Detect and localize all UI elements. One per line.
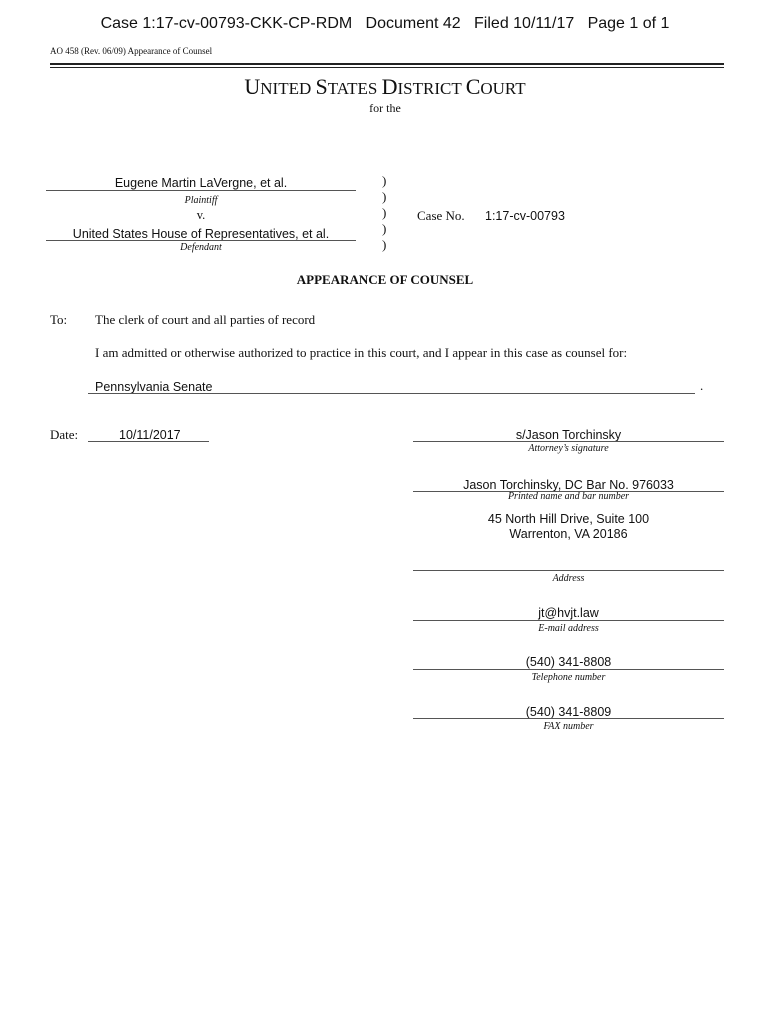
- case-number-label: Case No.: [417, 208, 465, 223]
- telephone-underline: [413, 669, 724, 670]
- defendant-role-label: Defendant: [180, 242, 222, 253]
- client-name-field: Pennsylvania Senate: [95, 380, 213, 394]
- admission-statement: I am admitted or otherwise authorized to practice in this court, and I appear in this case as counsel for:: [95, 345, 628, 360]
- court-title-initial: C: [465, 74, 481, 99]
- court-title-initial: D: [381, 74, 398, 99]
- fax-label: FAX number: [543, 721, 594, 732]
- signature-label: Attorney’s signature: [528, 443, 609, 454]
- court-title-smallcaps: OURT: [480, 79, 526, 98]
- signature-field: s/Jason Torchinsky: [515, 428, 622, 442]
- signature-underline: [413, 441, 724, 442]
- address-line-2: Warrenton, VA 20186: [509, 527, 628, 541]
- date-label: Date:: [50, 427, 79, 442]
- date-underline: [88, 441, 209, 442]
- defendant-name-field: United States House of Representatives, et al.: [72, 227, 330, 241]
- court-title-smallcaps: NITED: [260, 79, 316, 98]
- defendant-underline: [46, 240, 356, 241]
- versus-label: v.: [196, 208, 206, 222]
- client-period: .: [700, 378, 704, 393]
- address-line-1: 45 North Hill Drive, Suite 100: [487, 512, 650, 526]
- court-title-smallcaps: ISTRICT: [397, 79, 466, 98]
- client-underline: [88, 393, 695, 394]
- telephone-label: Telephone number: [531, 672, 606, 683]
- printed-name-field: Jason Torchinsky, DC Bar No. 976033: [463, 478, 674, 492]
- for-the-text: for the: [369, 101, 401, 115]
- email-label: E-mail address: [538, 623, 599, 634]
- address-label: Address: [552, 573, 585, 584]
- filing-stamp: Case 1:17-cv-00793-CKK-CP-RDM Document 42 Filed 10/11/17 Page 1 of 1: [100, 15, 670, 32]
- form-identifier: AO 458 (Rev. 06/09) Appearance of Counsel: [50, 46, 213, 56]
- printed-name-label: Printed name and bar number: [507, 491, 630, 502]
- court-title: [0, 74, 770, 100]
- fax-underline: [413, 718, 724, 719]
- court-title-initial: U: [244, 74, 261, 99]
- case-number-field: 1:17-cv-00793: [485, 209, 565, 223]
- document-title: APPEARANCE OF COUNSEL: [296, 272, 474, 287]
- plaintiff-name-field: Eugene Martin LaVergne, et al.: [114, 176, 288, 190]
- court-title-smallcaps: TATES: [327, 79, 382, 98]
- header-rule-thin: [50, 67, 724, 68]
- caption-parentheses: ) ) ) ) ): [382, 173, 387, 252]
- to-recipients-text: The clerk of court and all parties of record: [95, 312, 316, 327]
- address-underline: [413, 570, 724, 571]
- telephone-field: (540) 341-8808: [525, 655, 612, 669]
- date-field: 10/11/2017: [119, 428, 181, 442]
- plaintiff-role-label: Plaintiff: [184, 195, 218, 206]
- to-label: To:: [50, 312, 68, 327]
- email-field: jt@hvjt.law: [538, 606, 599, 620]
- plaintiff-underline: [46, 190, 356, 191]
- header-rule-thick: [50, 63, 724, 65]
- email-underline: [413, 620, 724, 621]
- fax-field: (540) 341-8809: [525, 705, 612, 719]
- court-title-initial: S: [315, 74, 328, 99]
